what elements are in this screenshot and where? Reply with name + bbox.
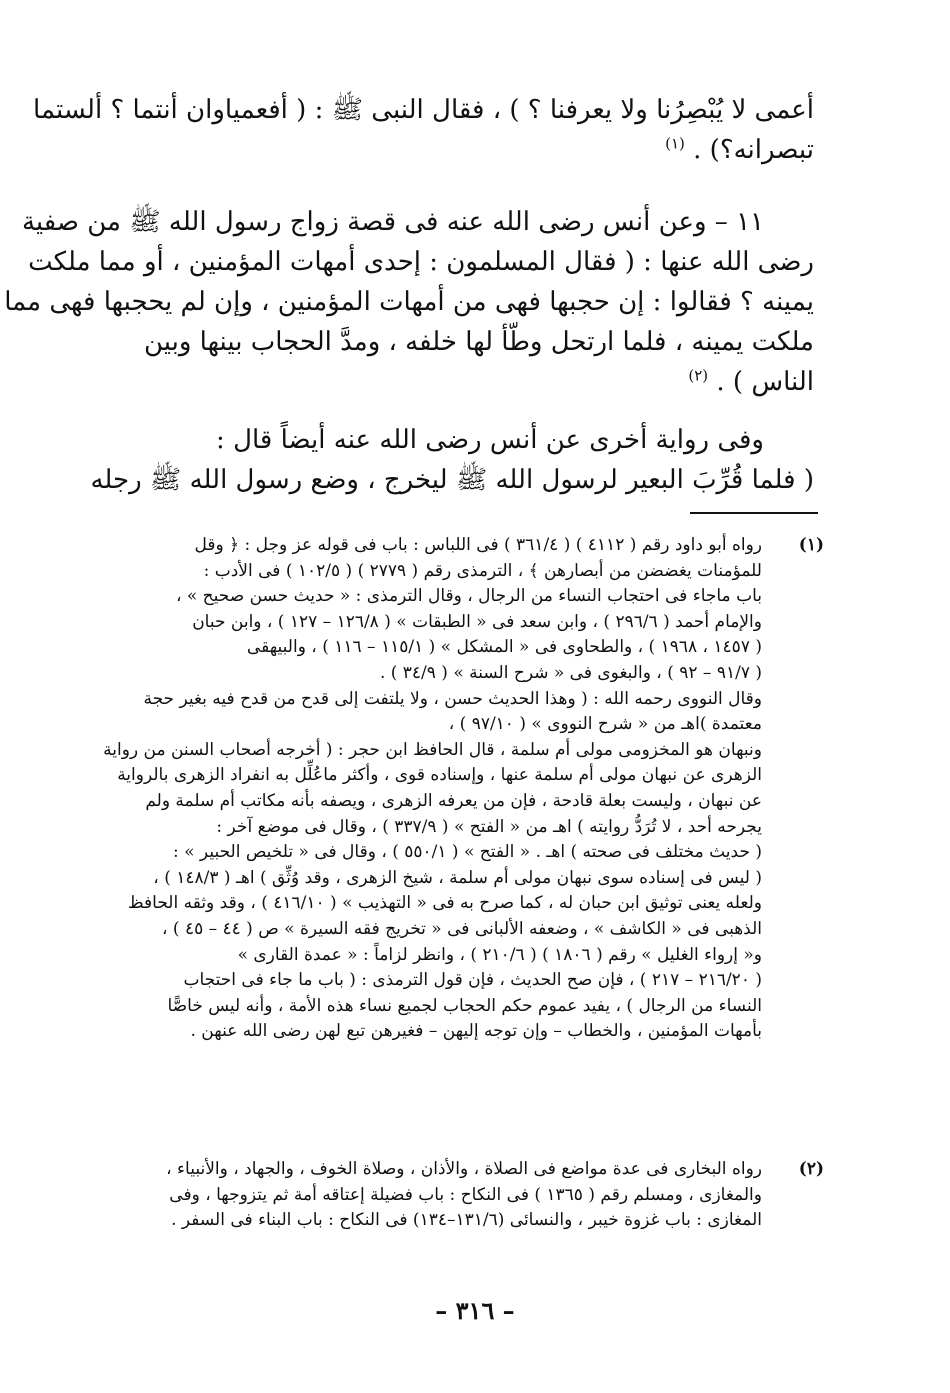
text-line: وفى رواية أخرى عن أنس رضى الله عنه أيضاً قال : [216, 425, 764, 455]
footnote-line: يجرحه أحد ، لا تُرَدُّ روايته ) اهـ من « الفتح » ( ٣٣٧/٩ ) ، وقال فى موضع آخر : [216, 816, 762, 837]
footnote-line: ( ١٤٥٧ ، ١٩٦٨ ) ، والطحاوى فى « المشكل » ( ١١٥/١ – ١١٦ ) ، والبيهقى [246, 637, 762, 658]
footnote-line: ( ٩١/٧ – ٩٢ ) ، والبغوى فى « شرح السنة » ( ٣٤/٩ ) . [379, 662, 762, 683]
footnote-line: ( حديث مختلف فى صحته ) اهـ . « الفتح » ( ٥٥٠/١ ) ، وقال فى « تلخيص الحبير » : [173, 842, 762, 863]
footnote-2 [124, 1157, 824, 1234]
footnote-line: ونبهان هو المخزومى مولى أم سلمة ، قال الحافظ ابن حجر : ( أخرجه أصحاب السنن من رواية [103, 739, 762, 760]
footnote-ref: (١) [665, 134, 685, 153]
text-line: رضى الله عنها : ( فقال المسلمون : إحدى أمهات المؤمنين ، أو مما ملكت [28, 247, 814, 277]
footnote-line: رواه البخارى فى عدة مواضع فى الصلاة ، والأذان ، وصلاة الخوف ، والجهاد ، والأنبياء ، [166, 1159, 762, 1179]
footnote-line: والمغازى ، ومسلم رقم ( ١٣٦٥ ) فى النكاح : باب فضيلة إعتاقه أمة ثم يتزوجها ، وفى [169, 1184, 762, 1205]
footnote-line: ( ٢١٦/٢٠ – ٢١٧ ) ، فإن صح الحديث ، فإن قول الترمذى : ( باب ما جاء فى احتجاب [183, 970, 762, 991]
footnote-line: الزهرى عن نبهان مولى أم سلمة عنها ، وإسناده قوى ، وأكثر ماعُلِّل به انفراد الزهرى بالرواية [117, 765, 762, 786]
footnote-line: الذهبى فى « الكاشف » ، وضعفه الألبانى فى « تخريج فقه السيرة » ص ( ٤٤ – ٤٥ ) ، [162, 918, 762, 939]
footnote-line: للمؤمنات يغضضن من أبصارهن ﴾ ، الترمذى رقم ( ٢٧٧٩ ) ( ١٠٢/٥ ) فى الأدب : [203, 560, 762, 581]
footnote-text [124, 1157, 762, 1234]
page-number: – ٣١٦ – [435, 1296, 515, 1325]
text-line: ١١ – وعن أنس رضى الله عنه فى قصة زواج رسول الله ﷺ من صفية [21, 207, 764, 237]
footnote-text [103, 533, 762, 1045]
footnote-line: عن نبهان ، وليست بعلة قادحة ، فإن من يعرفه الزهرى ، ويصفه بأنه مكاتب أم سلمة ولم [145, 790, 762, 811]
footnote-ref: (٢) [688, 366, 709, 385]
footnote-line: ولعله يعنى توثيق ابن حبان له ، كما صرح به فى « التهذيب » ( ٤١٦/١٠ ) ، وقد وثقه الحافظ [127, 893, 762, 914]
footnote-line: باب ماجاء فى احتجاب النساء من الرجال ، وقال الترمذى : « حديث حسن صحيح » ، [175, 586, 762, 607]
paragraph-hadith-ending [33, 90, 814, 170]
paragraph-hadith-11 [4, 202, 814, 402]
footnote-divider [690, 512, 818, 514]
text-line: يمينه ؟ فقالوا : إن حجبها فهى من أمهات المؤمنين ، وإن لم يحجبها فهى مما [4, 287, 814, 317]
footnote-line: النساء من الرجال ) ، يفيد عموم حكم الحجاب لجميع نساء هذه الأمة ، وأنه ليس خاصًّا [167, 995, 762, 1016]
paragraph-other-narration [90, 420, 814, 500]
footnote-line: المغازى : باب غزوة خيبر ، والنسائى (١٣١/٦–١٣٤) فى النكاح : باب البناء فى السفر . [171, 1210, 762, 1231]
text-line: ملكت يمينه ، فلما ارتحل وطّأ لها خلفه ، ومدَّ الحجاب بينها وبين [143, 327, 814, 357]
text-line: الناس ) . $^{(٢)}$ [688, 366, 814, 397]
footnote-line: وقال النووى رحمه الله : ( وهذا الحديث حسن ، ولا يلتفت إلى قدح من قدح فيه بغير حجة [143, 688, 762, 709]
footnote-number: (١) [798, 535, 824, 555]
footnote-line: معتمدة )اهـ من « شرح النووى » ( ٩٧/١٠ ) ، [448, 714, 762, 735]
text-line: أعمى لا يُبْصِرُنا ولا يعرفنا ؟ ) ، فقال النبى ﷺ : ( أفعمياوان أنتما ؟ ألستما [33, 95, 814, 125]
text-line: ( فلما قُرِّبَ البعير لرسول الله ﷺ ليخرج ، وضع رسول الله ﷺ رجله [90, 465, 814, 495]
footnote-1 [103, 533, 824, 1045]
footnote-line: بأمهات المؤمنين ، والخطاب – وإن توجه إليهن – فغيرهن تبع لهن رضى الله عنهن . [190, 1021, 762, 1042]
footnote-line: ( ليس فى إسناده سوى نبهان مولى أم سلمة ، شيخ الزهرى ، وقد وُثِّق ) اهـ ( ١٤٨/٣ ) ، [153, 867, 762, 888]
text-line: تبصرانه؟) . $^{(١)}$ [665, 134, 814, 165]
footnote-line: رواه أبو داود رقم ( ٤١١٢ ) ( ٣٦١/٤ ) فى اللباس : باب فى قوله عز وجل : ﴿ وقل [194, 535, 762, 555]
footnote-number: (٢) [798, 1159, 824, 1179]
footnote-line: والإمام أحمد ( ٢٩٦/٦ ) ، وابن سعد فى « الطبقات » ( ١٢٦/٨ – ١٢٧ ) ، وابن حبان [192, 611, 762, 632]
footnote-line: و« إرواء الغليل » رقم ( ١٨٠٦ ) ( ٢١٠/٦ ) ، وانظر لزاماً : « عمدة القارى » [237, 944, 762, 965]
